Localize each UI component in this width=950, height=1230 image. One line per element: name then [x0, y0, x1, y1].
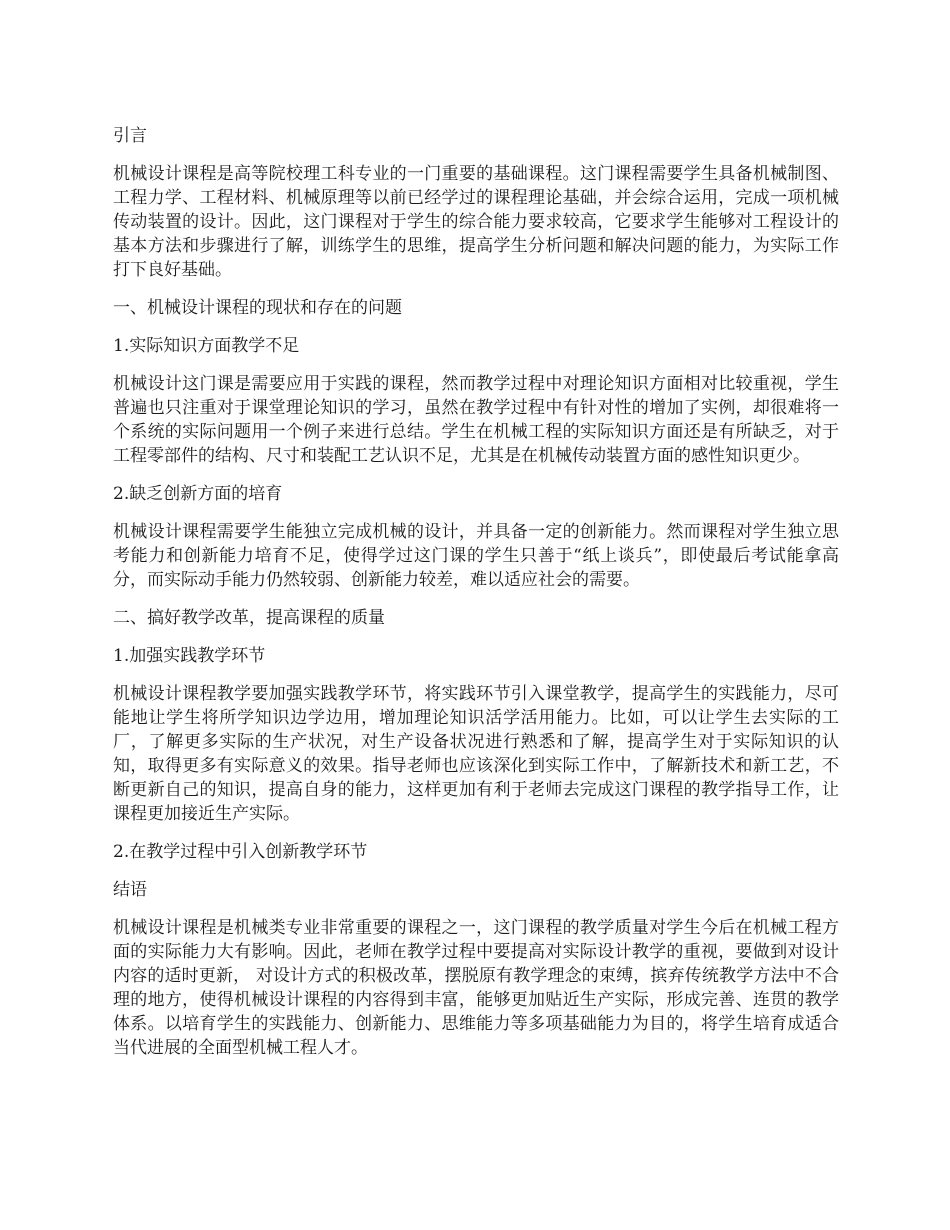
heading-section-2-1: 1.加强实践教学环节	[113, 646, 266, 666]
paragraph-section-1-2: 机械设计课程需要学生能独立完成机械的设计，并具备一定的创新能力。然而课程对学生独立思考能力和创新能力培育不足，使得学过这门课的学生只善于“纸上谈兵”，即使最后考试能拿高分，而实际动手能力仍然较弱、创新能力较差，难以适应社会的需要。	[113, 522, 839, 590]
heading-section-1-1: 1.实际知识方面教学不足	[113, 336, 300, 356]
heading-section-2-2: 2.在教学过程中引入创新教学环节	[113, 842, 368, 862]
heading-section-1-2: 2.缺乏创新方面的培育	[113, 484, 283, 504]
paragraph-section-1-1: 机械设计这门课是需要应用于实践的课程，然而教学过程中对理论知识方面相对比较重视，学生普遍也只注重对于课堂理论知识的学习，虽然在教学过程中有针对性的增加了实例，却很难将一个系统的实际问题用一个例子来进行总结。学生在机械工程的实际知识方面还是有所缺乏，对于工程零部件的结构、尺寸和装配工艺认识不足，尤其是在机械传动装置方面的感性知识更少。	[113, 374, 839, 466]
paragraph-introduction: 机械设计课程是高等院校理工科专业的一门重要的基础课程。这门课程需要学生具备机械制图、工程力学、工程材料、机械原理等以前已经学过的课程理论基础，并会综合运用，完成一项机械传动装置的设计。因此，这门课程对于学生的综合能力要求较高，它要求学生能够对工程设计的基本方法和步骤进行了解，训练学生的思维，提高学生分析问题和解决问题的能力，为实际工作打下良好基础。	[113, 164, 839, 280]
document-page	[113, 124, 839, 1074]
heading-conclusion: 结语	[113, 880, 147, 900]
paragraph-conclusion: 机械设计课程是机械类专业非常重要的课程之一，这门课程的教学质量对学生今后在机械工程方面的实际能力大有影响。因此，老师在教学过程中要提高对实际设计教学的重视，要做到对设计内容的适时更新， 对设计方式的积极改革，摆脱原有教学理念的束缚，摈弃传统教学方法中不合理的地方，使得机械设计课程的内容得到丰富，能够更加贴近生产实际，形成完善、连贯的教学体系。以培育学生的实践能力、创新能力、思维能力等多项基础能力为目的，将学生培育成适合当代进展的全面型机械工程人才。	[113, 918, 839, 1058]
paragraph-section-2-1: 机械设计课程教学要加强实践教学环节，将实践环节引入课堂教学，提高学生的实践能力，尽可能地让学生将所学知识边学边用，增加理论知识活学活用能力。比如，可以让学生去实际的工厂，了解更多实际的生产状况，对生产设备状况进行熟悉和了解，提高学生对于实际知识的认知，取得更多有实际意义的效果。指导老师也应该深化到实际工作中，了解新技术和新工艺，不断更新自己的知识，提高自身的能力，这样更加有利于老师去完成这门课程的教学指导工作，让课程更加接近生产实际。	[113, 684, 839, 824]
heading-introduction: 引言	[113, 126, 147, 146]
heading-section-2: 二、搞好教学改革，提高课程的质量	[113, 608, 385, 628]
heading-section-1: 一、机械设计课程的现状和存在的问题	[113, 298, 402, 318]
